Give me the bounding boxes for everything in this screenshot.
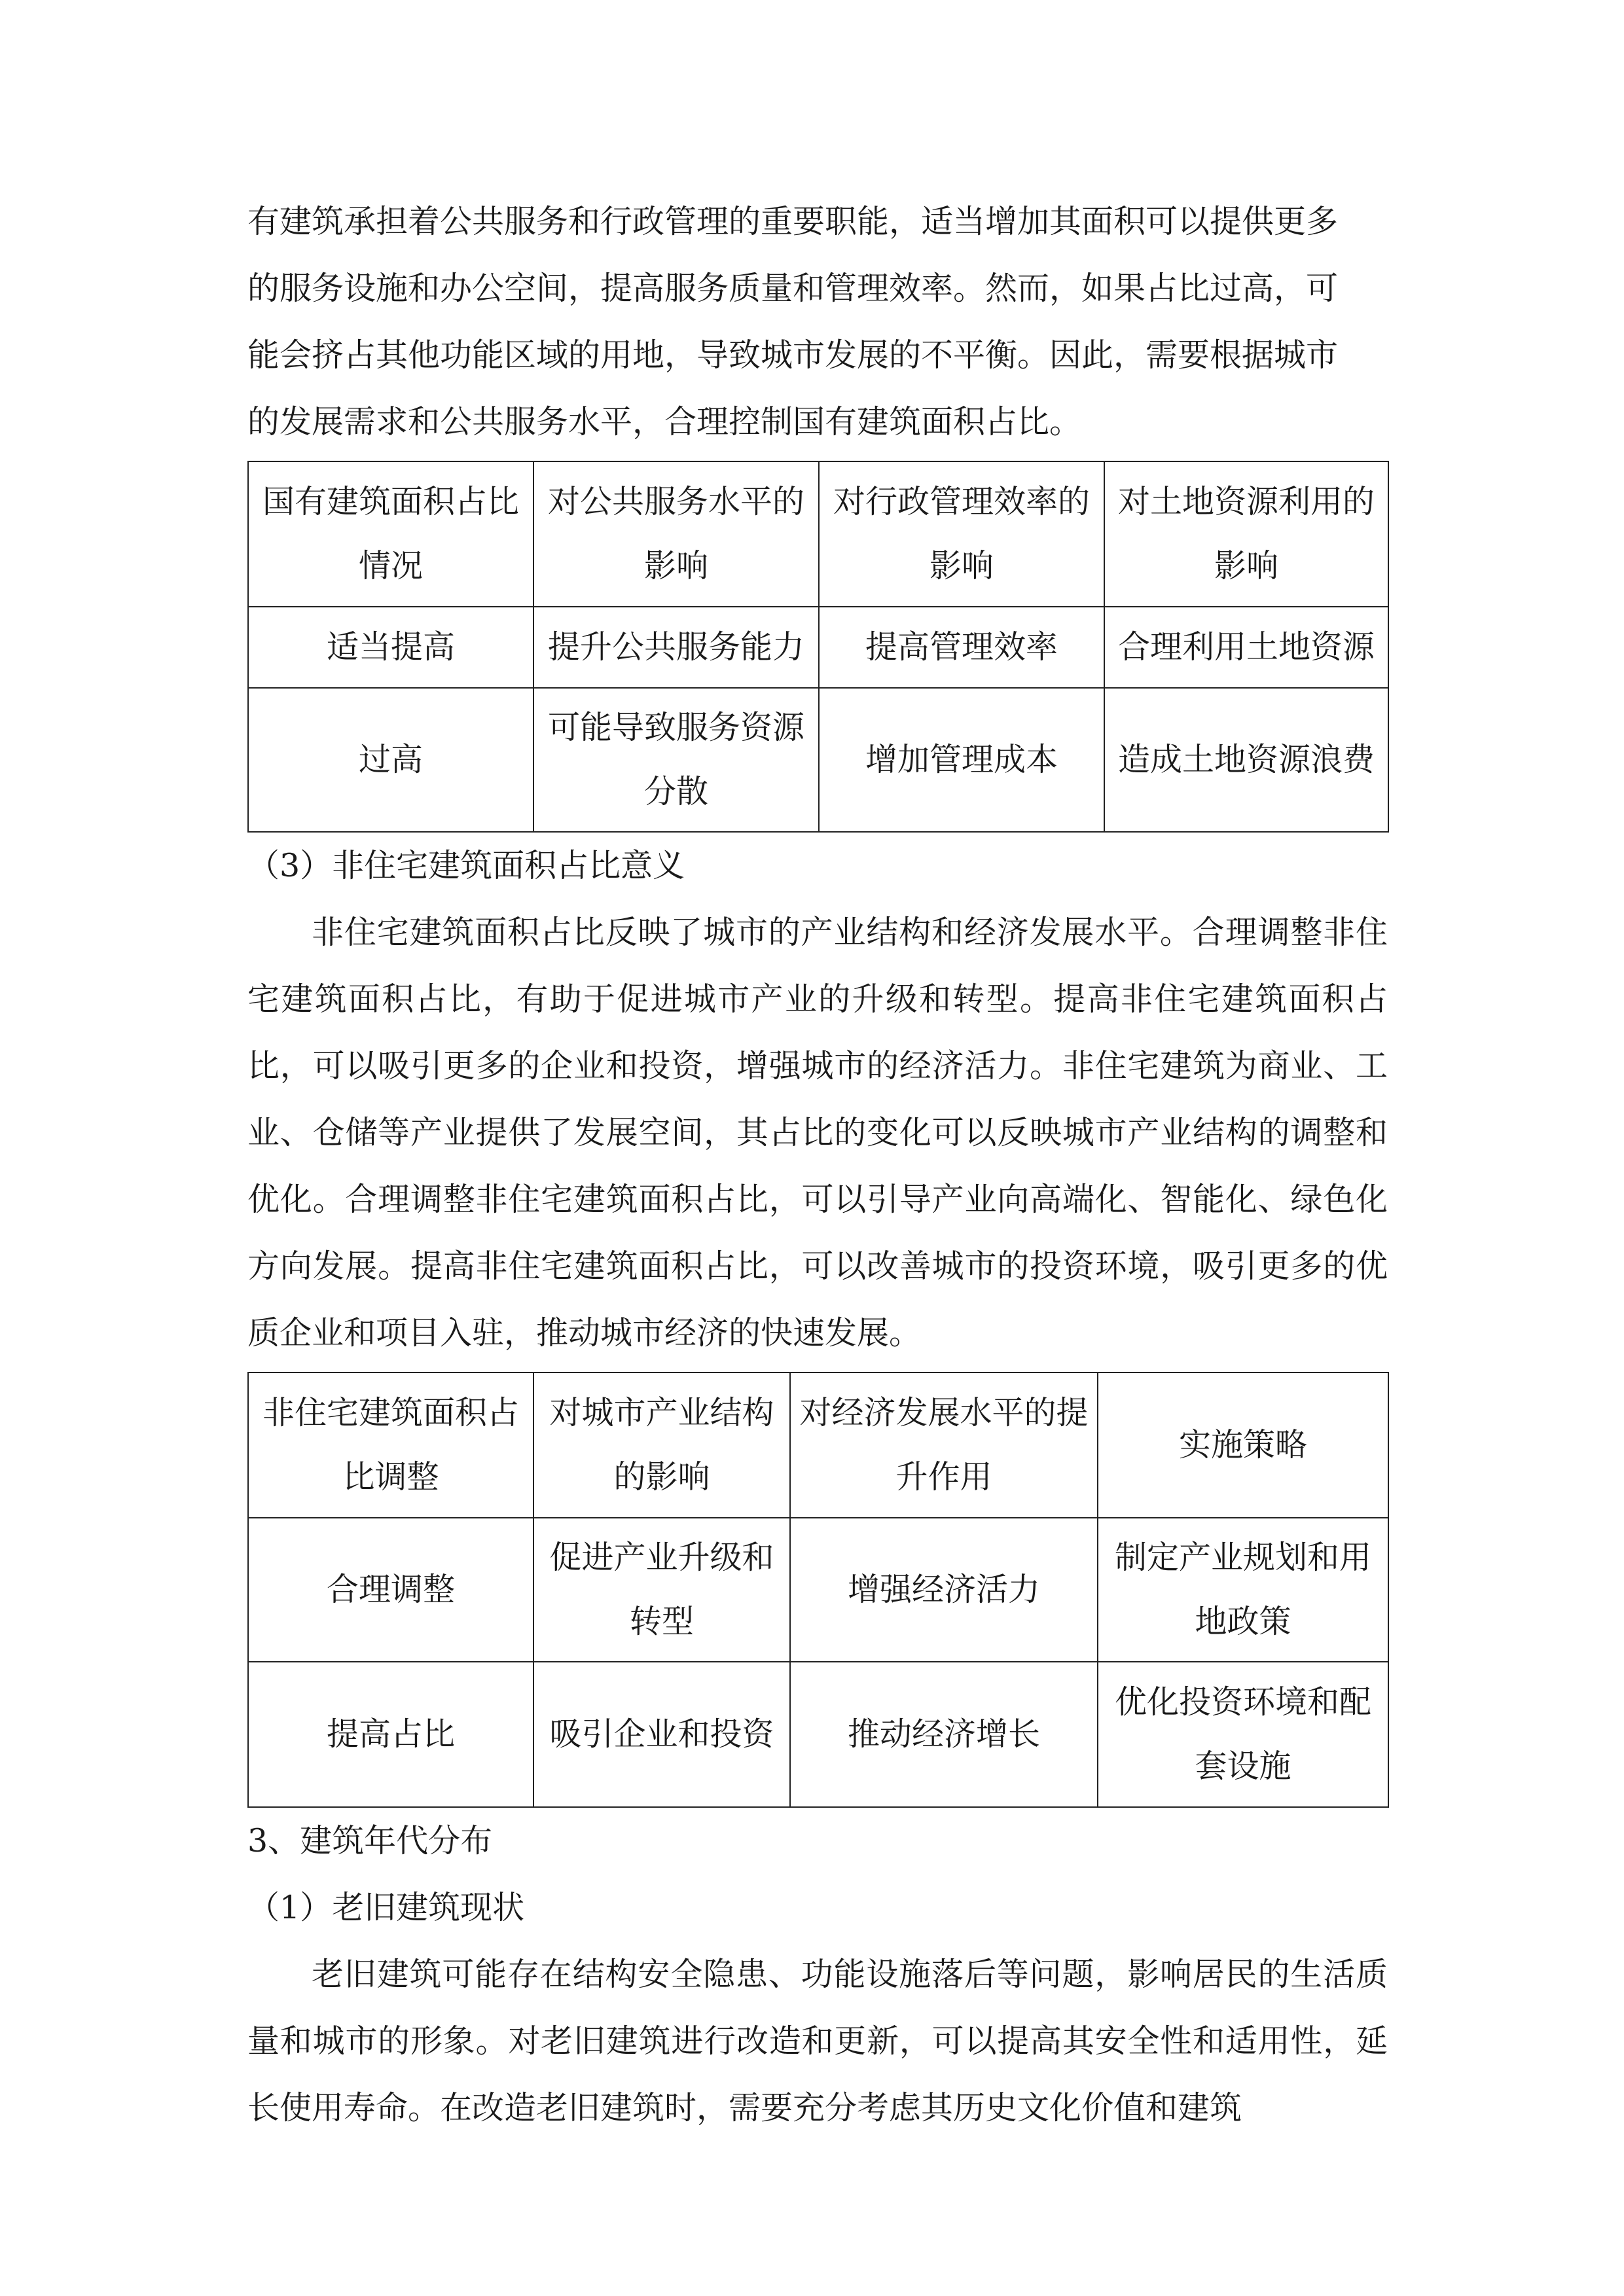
table-cell: 吸引企业和投资 bbox=[533, 1662, 790, 1807]
table-header-cell: 对行政管理效率的影响 bbox=[819, 461, 1104, 607]
table-cell: 推动经济增长 bbox=[790, 1662, 1098, 1807]
table-state-owned-buildings bbox=[247, 461, 1389, 833]
document-page bbox=[247, 188, 1388, 2142]
paragraph-line: 有建筑承担着公共服务和行政管理的重要职能，适当增加其面积可以提供更多 bbox=[247, 203, 1339, 240]
table-cell: 增强经济活力 bbox=[790, 1518, 1098, 1662]
table-cell: 提高占比 bbox=[248, 1662, 533, 1807]
table-cell: 促进产业升级和转型 bbox=[533, 1518, 790, 1662]
table-header-cell: 对公共服务水平的影响 bbox=[533, 461, 819, 607]
table-cell: 制定产业规划和用地政策 bbox=[1098, 1518, 1388, 1662]
paragraph-line: 的服务设施和办公空间，提高服务质量和管理效率。然而，如果占比过高，可 bbox=[247, 270, 1339, 307]
table-cell: 可能导致服务资源分散 bbox=[533, 688, 819, 832]
table-cell: 造成土地资源浪费 bbox=[1104, 688, 1388, 832]
table-cell: 适当提高 bbox=[248, 607, 533, 688]
section-heading: 3、建筑年代分布 bbox=[247, 1822, 493, 1859]
table-row bbox=[248, 1518, 1388, 1662]
table-non-residential bbox=[247, 1372, 1389, 1808]
table-header-cell: 对经济发展水平的提升作用 bbox=[790, 1372, 1098, 1518]
table-row bbox=[248, 1662, 1388, 1807]
table-cell: 提升公共服务能力 bbox=[533, 607, 819, 688]
paragraph-old-buildings: 老旧建筑可能存在结构安全隐患、功能设施落后等问题，影响居民的生活质量和城市的形象。对老旧建筑进行改造和更新，可以提高其安全性和适用性，延长使用寿命。在改造老旧建筑时，需要充分考虑其历史文化价值和建筑 bbox=[247, 1956, 1388, 2126]
table-cell: 优化投资环境和配套设施 bbox=[1098, 1662, 1388, 1807]
table-header-cell: 对土地资源利用的影响 bbox=[1104, 461, 1388, 607]
table-header-cell: 非住宅建筑面积占比调整 bbox=[248, 1372, 533, 1518]
subheading-1: （1）老旧建筑现状 bbox=[247, 1889, 525, 1926]
subheading-3: （3）非住宅建筑面积占比意义 bbox=[247, 847, 685, 884]
table-header-row bbox=[248, 1372, 1388, 1518]
table-cell: 合理调整 bbox=[248, 1518, 533, 1662]
paragraph-line: 能会挤占其他功能区域的用地，导致城市发展的不平衡。因此，需要根据城市 bbox=[247, 336, 1339, 374]
paragraph-non-residential: 非住宅建筑面积占比反映了城市的产业结构和经济发展水平。合理调整非住宅建筑面积占比，有助于促进城市产业的升级和转型。提高非住宅建筑面积占比，可以吸引更多的企业和投资，增强城市的经济活力。非住宅建筑为商业、工业、仓储等产业提供了发展空间，其占比的变化可以反映城市产业结构的调整和优化。合理调整非住宅建筑面积占比，可以引导产业向高端化、智能化、绿色化方向发展。提高非住宅建筑面积占比，可以改善城市的投资环境，吸引更多的优质企业和项目入驻，推动城市经济的快速发展。 bbox=[247, 914, 1388, 1352]
paragraph-line: 的发展需求和公共服务水平，合理控制国有建筑面积占比。 bbox=[247, 403, 1082, 440]
table-cell: 合理利用土地资源 bbox=[1104, 607, 1388, 688]
paragraph-intro bbox=[247, 188, 1388, 456]
table-cell: 提高管理效率 bbox=[819, 607, 1104, 688]
table-row bbox=[248, 688, 1388, 832]
table-cell: 过高 bbox=[248, 688, 533, 832]
table-cell: 增加管理成本 bbox=[819, 688, 1104, 832]
table-header-cell: 对城市产业结构的影响 bbox=[533, 1372, 790, 1518]
table-header-cell: 实施策略 bbox=[1098, 1372, 1388, 1518]
table-header-row bbox=[248, 461, 1388, 607]
table-row bbox=[248, 607, 1388, 688]
table-header-cell: 国有建筑面积占比情况 bbox=[248, 461, 533, 607]
